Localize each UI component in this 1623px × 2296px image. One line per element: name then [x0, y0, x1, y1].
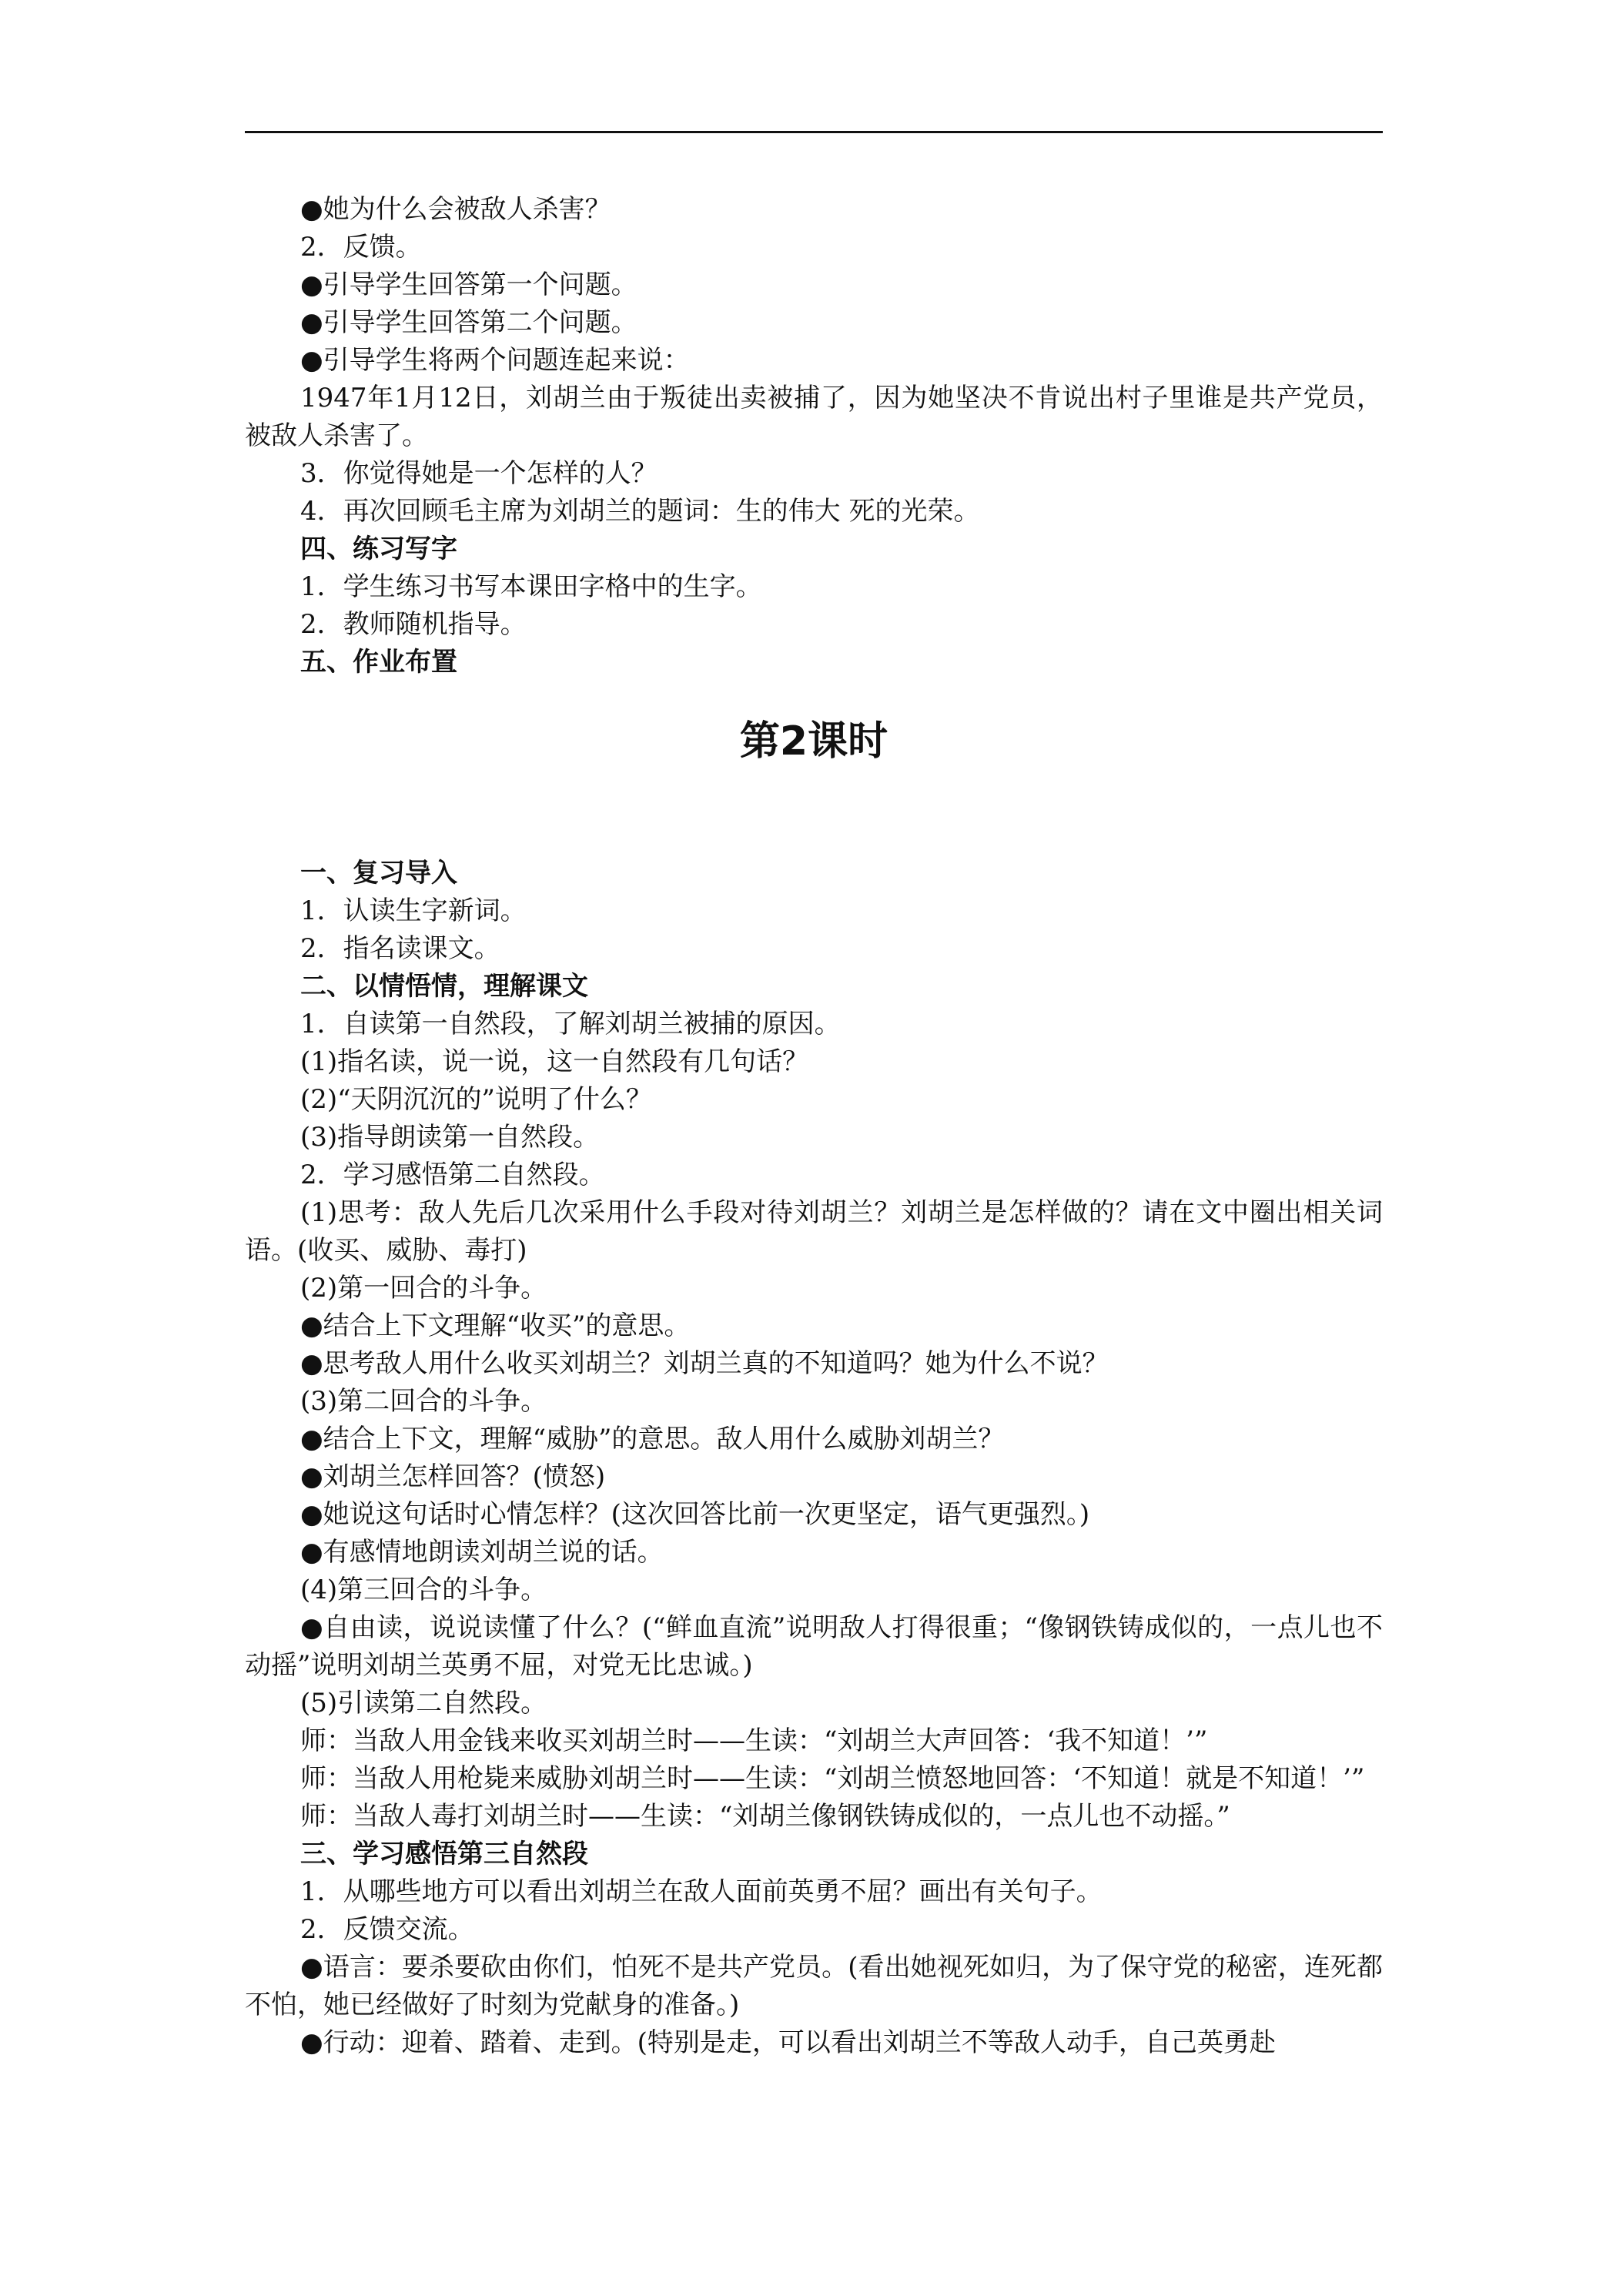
text-line: 1．从哪些地方可以看出刘胡兰在敌人面前英勇不屈？画出有关句子。: [300, 1876, 1103, 1907]
text-line: (1)指名读，说一说，这一自然段有几句话？: [300, 1046, 809, 1077]
section-heading: 二、以情悟情，理解课文: [300, 971, 588, 1002]
text-line: 1．学生练习书写本课田字格中的生字。: [300, 571, 762, 602]
text-line: 1．认读生字新词。: [300, 895, 527, 926]
paragraph: 师：当敌人用枪毙来威胁刘胡兰时——生读：“刘胡兰愤怒地回答：‘不知道！就是不知道！’”: [300, 1763, 1365, 1794]
bullet-line: ●思考敌人用什么收买刘胡兰？刘胡兰真的不知道吗？她为什么不说？: [300, 1348, 1109, 1379]
text-line: (2)“天阴沉沉的”说明了什么？: [300, 1084, 652, 1115]
text-line: 2．指名读课文。: [300, 933, 500, 964]
section-part2: [245, 855, 1383, 2062]
text-line: 师：当敌人用金钱来收买刘胡兰时——生读：“刘胡兰大声回答：‘我不知道！’”: [300, 1725, 1208, 1756]
text-line: (5)引读第二自然段。: [300, 1688, 547, 1719]
header-rule: [245, 131, 1383, 133]
paragraph: ●自由读，说说读懂了什么？(“鲜血直流”说明敌人打得很重；“像钢铁铸成似的，一点儿也不动摇”说明刘胡兰英勇不屈，对党无比忠诚。): [245, 1612, 1383, 1681]
bullet-line: ●结合上下文，理解“威胁”的意思。敌人用什么威胁刘胡兰？: [300, 1424, 1005, 1454]
text-line: 1．自读第一自然段，了解刘胡兰被捕的原因。: [300, 1009, 841, 1039]
text-line: 2．教师随机指导。: [300, 609, 527, 640]
section-heading: 一、复习导入: [300, 858, 457, 889]
lesson-title: 第2课时: [739, 718, 888, 765]
bullet-line: ●引导学生将两个问题连起来说：: [300, 345, 690, 376]
text-line: (3)第二回合的斗争。: [300, 1386, 547, 1417]
section-part1: [245, 191, 1383, 681]
bullet-line: ●她说这句话时心情怎样？(这次回答比前一次更坚定，语气更强烈。): [300, 1499, 1090, 1530]
text-line: ●行动：迎着、踏着、走到。(特别是走，可以看出刘胡兰不等敌人动手，自己英勇赴: [300, 2027, 1276, 2058]
bullet-line: ●她为什么会被敌人杀害？: [300, 194, 611, 225]
section-heading: 三、学习感悟第三自然段: [300, 1839, 588, 1869]
text-line: 2．学习感悟第二自然段。: [300, 1160, 605, 1190]
text-line: 师：当敌人毒打刘胡兰时——生读：“刘胡兰像钢铁铸成似的，一点儿也不动摇。”: [300, 1801, 1230, 1832]
text-line: (2)第一回合的斗争。: [300, 1273, 547, 1304]
section-heading: 五、作业布置: [300, 647, 457, 678]
paragraph: ●语言：要杀要砍由你们，怕死不是共产党员。(看出她视死如归，为了保守党的秘密，连死都不怕，她已经做好了时刻为党献身的准备。): [245, 1952, 1383, 2020]
bullet-line: ●引导学生回答第一个问题。: [300, 269, 637, 300]
text-line: 2．反馈交流。: [300, 1914, 474, 1945]
bullet-line: ●刘胡兰怎样回答？(愤怒): [300, 1461, 606, 1492]
text-line: (3)指导朗读第一自然段。: [300, 1122, 600, 1153]
bullet-line: ●有感情地朗读刘胡兰说的话。: [300, 1537, 664, 1568]
paragraph: (1)思考：敌人先后几次采用什么手段对待刘胡兰？刘胡兰是怎样做的？请在文中圈出相关词语。(收买、威胁、毒打): [245, 1197, 1383, 1266]
bullet-line: ●引导学生回答第二个问题。: [300, 307, 637, 338]
text-line: (4)第三回合的斗争。: [300, 1575, 547, 1605]
paragraph: 1947年1月12日，刘胡兰由于叛徒出卖被捕了，因为她坚决不肯说出村子里谁是共产党员，被敌人杀害了。: [245, 383, 1383, 451]
section-heading: 四、练习写字: [300, 534, 457, 564]
text-line: 2．反馈。: [300, 232, 422, 263]
bullet-line: ●结合上下文理解“收买”的意思。: [300, 1310, 691, 1341]
text-line: 4．再次回顾毛主席为刘胡兰的题词：生的伟大 死的光荣。: [300, 496, 980, 527]
text-line: 3．你觉得她是一个怎样的人？: [300, 458, 658, 489]
